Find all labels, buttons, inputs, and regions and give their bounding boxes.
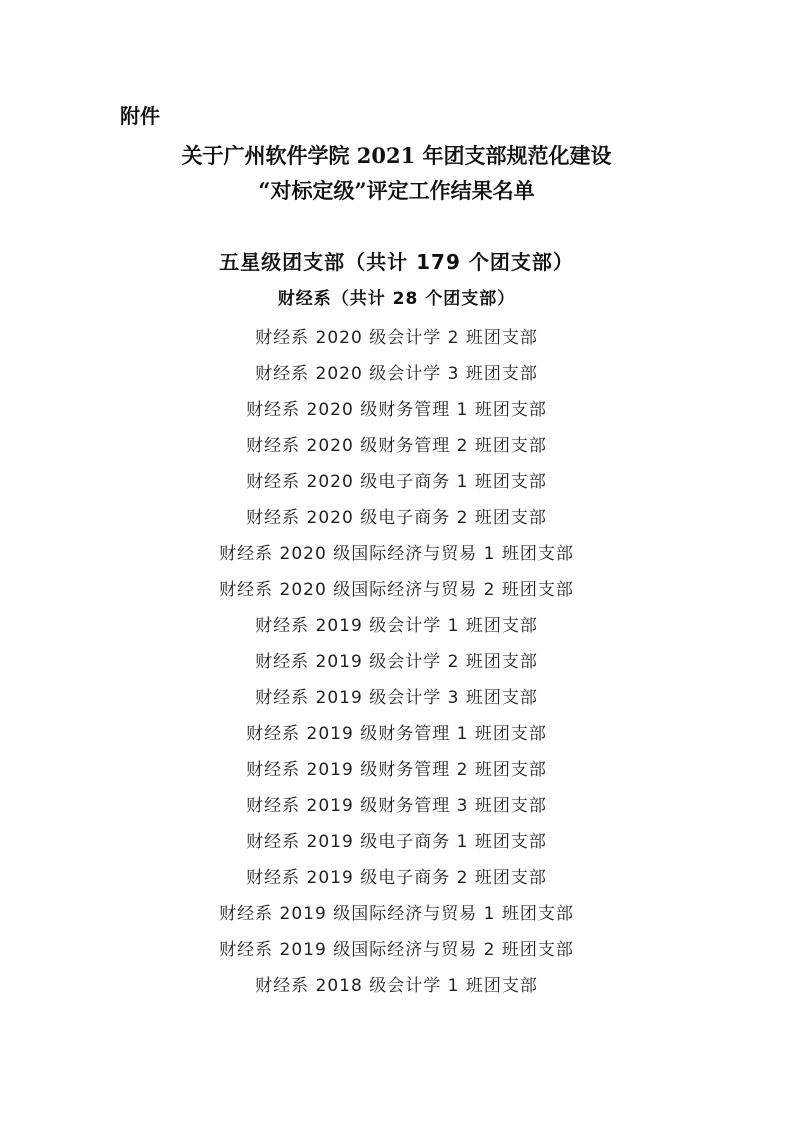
finance-department-heading: 财经系（共计 28 个团支部）: [277, 289, 516, 309]
branch-list-item: 财经系 2019 级会计学 2 班团支部: [255, 652, 538, 672]
branch-list: [0, 320, 793, 1004]
branch-list-item: 财经系 2019 级财务管理 1 班团支部: [246, 724, 547, 744]
branch-list-item: 财经系 2020 级国际经济与贸易 1 班团支部: [219, 544, 574, 564]
branch-list-item: 财经系 2020 级财务管理 1 班团支部: [246, 400, 547, 420]
branch-list-item: 财经系 2019 级会计学 1 班团支部: [255, 616, 538, 636]
document-title-line-1: 关于广州软件学院 2021 年团支部规范化建设: [181, 143, 612, 168]
branch-list-item: 财经系 2019 级电子商务 1 班团支部: [246, 832, 547, 852]
branch-list-item: 财经系 2019 级会计学 3 班团支部: [255, 688, 538, 708]
branch-list-item: 财经系 2020 级国际经济与贸易 2 班团支部: [219, 580, 574, 600]
five-star-section-heading: 五星级团支部（共计 179 个团支部）: [219, 250, 574, 274]
branch-list-item: 财经系 2019 级电子商务 2 班团支部: [246, 868, 547, 888]
branch-list-item: 财经系 2019 级国际经济与贸易 1 班团支部: [219, 904, 574, 924]
attachment-label: 附件: [120, 104, 160, 128]
branch-list-item: 财经系 2018 级会计学 1 班团支部: [255, 976, 538, 996]
document-title-line-2: “对标定级”评定工作结果名单: [258, 178, 535, 203]
branch-list-item: 财经系 2019 级国际经济与贸易 2 班团支部: [219, 940, 574, 960]
branch-list-item: 财经系 2019 级财务管理 2 班团支部: [246, 760, 547, 780]
branch-list-item: 财经系 2020 级电子商务 2 班团支部: [246, 508, 547, 528]
branch-list-item: 财经系 2020 级电子商务 1 班团支部: [246, 472, 547, 492]
branch-list-item: 财经系 2020 级财务管理 2 班团支部: [246, 436, 547, 456]
branch-list-item: 财经系 2020 级会计学 3 班团支部: [255, 364, 538, 384]
branch-list-item: 财经系 2020 级会计学 2 班团支部: [255, 328, 538, 348]
branch-list-item: 财经系 2019 级财务管理 3 班团支部: [246, 796, 547, 816]
